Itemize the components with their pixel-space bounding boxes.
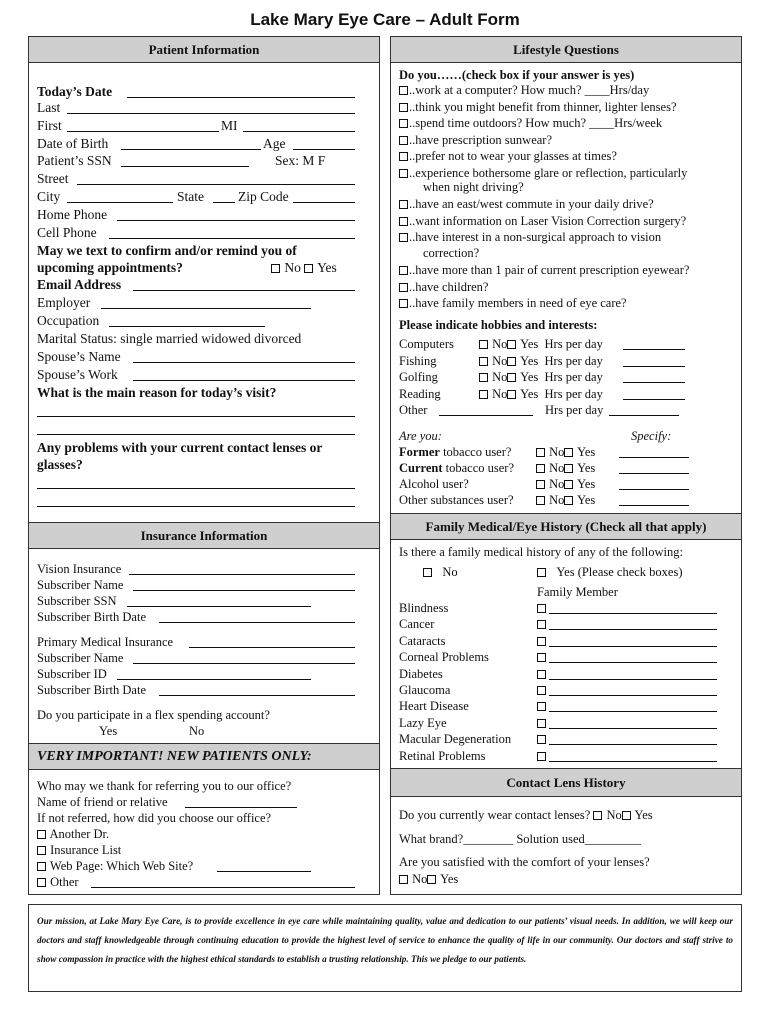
family-yes-option[interactable]: Yes (Please check boxes) <box>537 564 683 580</box>
hobby-options[interactable]: No Yes Hrs per day <box>479 369 603 385</box>
checkbox-icon[interactable] <box>536 496 545 505</box>
substance-options[interactable]: No Yes <box>536 476 595 492</box>
family-history-question: Is there a family medical history of any of the following: <box>399 545 683 559</box>
checkbox-icon[interactable] <box>399 119 408 128</box>
checkbox-icon[interactable] <box>399 86 408 95</box>
checkbox-icon[interactable] <box>399 152 408 161</box>
first-name-field[interactable] <box>67 120 219 132</box>
home-phone-label: Home Phone <box>37 207 108 222</box>
checkbox-icon[interactable] <box>537 568 546 577</box>
new-patients-header: VERY IMPORTANT! NEW PATIENTS ONLY: <box>29 744 379 770</box>
family-member-field[interactable] <box>549 602 717 614</box>
text-consent-question-cont: upcoming appointments? <box>37 260 183 275</box>
mi-label: MI <box>221 118 238 133</box>
condition-checkbox[interactable] <box>537 748 547 764</box>
occupation-field[interactable] <box>109 315 265 327</box>
hobby-other-hrs-field[interactable] <box>609 404 679 416</box>
checkbox-icon[interactable] <box>537 620 546 629</box>
subscriber-ssn-label: Subscriber SSN <box>37 594 117 608</box>
checkbox-icon[interactable] <box>37 862 46 871</box>
condition-checkbox[interactable] <box>537 616 547 632</box>
friend-field[interactable] <box>185 796 297 808</box>
checkbox-icon[interactable] <box>507 357 516 366</box>
other-field[interactable] <box>91 876 355 888</box>
checkbox-icon[interactable] <box>427 875 436 884</box>
are-you-label: Are you: <box>399 429 442 443</box>
visit-reason-question: What is the main reason for today’s visit? <box>37 385 277 400</box>
checkbox-icon[interactable] <box>399 217 408 226</box>
checkbox-icon[interactable] <box>271 264 280 273</box>
lifestyle-item-cont: when night driving? <box>423 180 524 194</box>
lifestyle-item[interactable]: ..prefer not to wear your glasses at times? <box>399 148 617 164</box>
lifestyle-section <box>390 36 742 514</box>
street-field[interactable] <box>77 173 355 185</box>
condition-checkbox[interactable] <box>537 649 547 665</box>
checkbox-icon[interactable] <box>37 878 46 887</box>
vision-insurance-label: Vision Insurance <box>37 562 122 576</box>
last-name-field[interactable] <box>67 102 355 114</box>
checkbox-icon[interactable] <box>622 811 631 820</box>
hobby-label: Golfing <box>399 370 438 384</box>
hobby-hrs-field[interactable] <box>623 388 685 400</box>
checkbox-icon[interactable] <box>537 719 546 728</box>
condition-checkbox[interactable] <box>537 633 547 649</box>
hobby-label: Fishing <box>399 353 437 368</box>
checkbox-icon[interactable] <box>399 299 408 308</box>
family-member-field[interactable] <box>549 750 717 762</box>
condition-checkbox[interactable] <box>537 698 547 714</box>
subscriber-birth-field[interactable] <box>159 684 355 696</box>
todays-date-label: Today’s Date <box>37 84 113 99</box>
checkbox-icon[interactable] <box>399 103 408 112</box>
mi-field[interactable] <box>243 120 355 132</box>
lifestyle-item[interactable]: ..have more than 1 pair of current prescription eyewear? <box>399 262 689 278</box>
subscriber-birth-label: Subscriber Birth Date <box>37 610 147 624</box>
condition-label: Lazy Eye <box>399 715 447 730</box>
flex-no-option[interactable]: No <box>189 724 205 738</box>
lifestyle-item[interactable]: ..have interest in a non-surgical approach to vision <box>399 229 661 245</box>
condition-checkbox[interactable] <box>537 600 547 616</box>
text-consent-question: May we text to confirm and/or remind you of <box>37 243 297 258</box>
spouse-work-field[interactable] <box>133 369 355 381</box>
lifestyle-item[interactable]: ..spend time outdoors? How much? ____Hrs/week <box>399 115 662 131</box>
checkbox-icon[interactable] <box>399 136 408 145</box>
insurance-list-option[interactable]: Insurance List <box>37 842 121 858</box>
hobby-hrs-field[interactable] <box>623 338 685 350</box>
family-member-label: Family Member <box>537 585 618 599</box>
dob-field[interactable] <box>121 138 261 150</box>
ssn-field[interactable] <box>121 155 249 167</box>
lens-problems-field[interactable] <box>37 495 355 507</box>
other-substances-label: Other substances user? <box>399 493 514 507</box>
checkbox-icon[interactable] <box>536 464 545 473</box>
employer-field[interactable] <box>101 297 311 309</box>
lifestyle-item[interactable]: ..experience bothersome glare or reflection, particularly <box>399 165 687 181</box>
lifestyle-item[interactable]: ..have children? <box>399 279 488 295</box>
lifestyle-item[interactable]: ..work at a computer? How much? ____Hrs/day <box>399 82 649 98</box>
checkbox-icon[interactable] <box>399 875 408 884</box>
lifestyle-item[interactable]: ..think you might benefit from thinner, lighter lenses? <box>399 99 677 115</box>
cell-phone-field[interactable] <box>109 227 355 239</box>
lifestyle-item-cont: correction? <box>423 246 480 260</box>
condition-label: Diabetes <box>399 666 443 681</box>
checkbox-icon[interactable] <box>399 200 408 209</box>
condition-checkbox[interactable] <box>537 715 547 731</box>
mission-statement: Our mission, at Lake Mary Eye Care, is to provide excellence in eye care while maintaining quality, value and dedication to our patients’ visual needs. In addition, we will keep our doctors and staff knowledgeable through continuing education to provide the highest level of service to enhance the quality of life in our community. Our doctors and staff strive to show compassion in practice with the highest ethical standards to establish a trusting relationship. This we pledge to our patients. <box>28 904 742 992</box>
choose-office-question: If not referred, how did you choose our office? <box>37 811 272 825</box>
spouse-name-label: Spouse’s Name <box>37 349 121 364</box>
checkbox-icon[interactable] <box>479 340 488 349</box>
checkbox-icon[interactable] <box>564 448 573 457</box>
checkbox-icon[interactable] <box>399 266 408 275</box>
former-tobacco-label: Former tobacco user? <box>399 445 512 459</box>
specify-field[interactable] <box>619 462 689 474</box>
visit-reason-field[interactable] <box>37 405 355 417</box>
checkbox-icon[interactable] <box>536 448 545 457</box>
subscriber-ssn-field[interactable] <box>127 595 311 607</box>
zip-label: Zip Code <box>238 189 289 204</box>
subscriber-id-label: Subscriber ID <box>37 667 107 681</box>
condition-label: Blindness <box>399 601 449 615</box>
condition-label: Corneal Problems <box>399 650 489 665</box>
family-no-option[interactable]: No <box>423 564 458 580</box>
checkbox-icon[interactable] <box>399 169 408 178</box>
patient-info-header: Patient Information <box>29 37 379 63</box>
checkbox-icon[interactable] <box>37 830 46 839</box>
family-member-field[interactable] <box>549 684 717 696</box>
street-label: Street <box>37 171 69 186</box>
checkbox-icon[interactable] <box>399 283 408 292</box>
ssn-label: Patient’s SSN <box>37 153 112 168</box>
checkbox-icon[interactable] <box>564 480 573 489</box>
family-member-field[interactable] <box>549 668 717 680</box>
home-phone-field[interactable] <box>117 209 355 221</box>
hobbies-title: Please indicate hobbies and interests: <box>399 318 598 332</box>
checkbox-icon[interactable] <box>537 735 546 744</box>
contact-lens-header: Contact Lens History <box>391 769 741 797</box>
hobby-hrs-field[interactable] <box>623 355 685 367</box>
state-label: State <box>177 189 204 204</box>
family-history-header: Family Medical/Eye History (Check all that apply) <box>391 514 741 540</box>
checkbox-icon[interactable] <box>537 686 546 695</box>
zip-field[interactable] <box>293 191 355 203</box>
checkbox-icon[interactable] <box>537 752 546 761</box>
condition-checkbox[interactable] <box>537 682 547 698</box>
substance-options[interactable]: No Yes <box>536 460 595 476</box>
wear-contacts-question: Do you currently wear contact lenses? No Yes <box>399 808 653 822</box>
primary-insurance-label: Primary Medical Insurance <box>37 635 174 649</box>
condition-label: Cataracts <box>399 633 446 648</box>
hobby-hrs-field[interactable] <box>623 371 685 383</box>
checkbox-icon[interactable] <box>564 496 573 505</box>
checkbox-icon[interactable] <box>536 480 545 489</box>
patient-info-section <box>28 36 380 523</box>
last-label: Last <box>37 100 61 115</box>
condition-label: Retinal Problems <box>399 748 486 763</box>
referral-question: Who may we thank for referring you to our office? <box>37 779 292 793</box>
specify-label: Specify: <box>631 429 672 443</box>
sex-options[interactable]: Sex: M F <box>275 153 326 168</box>
lifestyle-intro: Do you……(check box if your answer is yes) <box>399 68 635 82</box>
checkbox-icon[interactable] <box>479 357 488 366</box>
visit-reason-field[interactable] <box>37 423 355 435</box>
other-option[interactable]: Other <box>37 874 79 890</box>
family-history-section <box>390 513 742 769</box>
primary-insurance-field[interactable] <box>189 636 355 648</box>
family-member-field[interactable] <box>549 618 717 630</box>
specify-field[interactable] <box>619 494 689 506</box>
subscriber-id-field[interactable] <box>117 668 311 680</box>
satisfied-options[interactable]: No Yes <box>399 871 458 887</box>
flex-spending-question: Do you participate in a flex spending account? <box>37 708 270 722</box>
condition-label: Heart Disease <box>399 699 469 714</box>
lifestyle-header: Lifestyle Questions <box>391 37 741 63</box>
subscriber-name-field[interactable] <box>133 652 355 664</box>
lens-problems-field[interactable] <box>37 477 355 489</box>
spouse-name-field[interactable] <box>133 351 355 363</box>
cell-phone-label: Cell Phone <box>37 225 97 240</box>
lifestyle-item[interactable]: ..have family members in need of eye care? <box>399 295 627 311</box>
age-label: Age <box>263 136 286 151</box>
condition-label: Glaucoma <box>399 683 451 697</box>
hobby-other-hrs: Hrs per day <box>545 403 604 417</box>
checkbox-icon[interactable] <box>564 464 573 473</box>
text-consent-options[interactable]: No Yes <box>271 260 337 276</box>
insurance-section <box>28 522 380 744</box>
checkbox-icon[interactable] <box>507 390 516 399</box>
condition-checkbox[interactable] <box>537 731 547 747</box>
lifestyle-item[interactable]: ..want information on Laser Vision Correction surgery? <box>399 213 686 229</box>
current-tobacco-label: Current tobacco user? <box>399 461 515 475</box>
checkbox-icon[interactable] <box>423 568 432 577</box>
subscriber-name-field[interactable] <box>133 579 355 591</box>
flex-yes-option[interactable]: Yes <box>99 724 118 738</box>
family-member-field[interactable] <box>549 700 717 712</box>
checkbox-icon[interactable] <box>399 233 408 242</box>
form-title: Lake Mary Eye Care – Adult Form <box>250 10 520 29</box>
condition-checkbox[interactable] <box>537 666 547 682</box>
email-field[interactable] <box>133 279 355 291</box>
city-field[interactable] <box>67 191 173 203</box>
email-label: Email Address <box>37 277 122 292</box>
brand-solution-field[interactable]: What brand?________ Solution used_________ <box>399 832 641 846</box>
insurance-header: Insurance Information <box>29 523 379 549</box>
subscriber-birth-field[interactable] <box>159 611 355 623</box>
marital-status[interactable]: Marital Status: single married widowed divorced <box>37 331 302 346</box>
checkbox-icon[interactable] <box>537 653 546 662</box>
subscriber-birth-label: Subscriber Birth Date <box>37 683 147 697</box>
another-dr-option[interactable]: Another Dr. <box>37 826 109 842</box>
substance-options[interactable]: No Yes <box>536 492 595 508</box>
city-label: City <box>37 189 61 204</box>
condition-label: Cancer <box>399 617 435 632</box>
checkbox-icon[interactable] <box>537 604 546 613</box>
lifestyle-item[interactable]: ..have an east/west commute in your daily drive? <box>399 196 654 212</box>
family-member-field[interactable] <box>549 651 717 663</box>
first-label: First <box>37 118 62 133</box>
alcohol-label: Alcohol user? <box>399 477 469 491</box>
checkbox-icon[interactable] <box>537 637 546 646</box>
family-member-field[interactable] <box>549 733 717 745</box>
hobby-options[interactable]: No Yes Hrs per day <box>479 353 603 369</box>
satisfied-question: Are you satisfied with the comfort of your lenses? <box>399 855 650 869</box>
web-page-option[interactable]: Web Page: Which Web Site? <box>37 858 193 874</box>
substance-options[interactable]: No Yes <box>536 444 595 460</box>
checkbox-icon[interactable] <box>507 373 516 382</box>
checkbox-icon[interactable] <box>537 670 546 679</box>
specify-field[interactable] <box>619 446 689 458</box>
dob-label: Date of Birth <box>37 136 109 151</box>
lifestyle-item[interactable]: ..have prescription sunwear? <box>399 132 552 148</box>
vision-insurance-field[interactable] <box>129 563 355 575</box>
hobby-options[interactable]: No Yes Hrs per day <box>479 336 603 352</box>
todays-date-field[interactable] <box>127 86 355 98</box>
hobby-other-label: Other <box>399 403 428 417</box>
checkbox-icon[interactable] <box>507 340 516 349</box>
condition-label: Macular Degeneration <box>399 732 512 747</box>
employer-label: Employer <box>37 295 91 310</box>
hobby-other-field[interactable] <box>439 404 533 416</box>
lens-problems-question: Any problems with your current contact lenses or glasses? <box>37 440 323 472</box>
new-patients-section <box>28 743 380 895</box>
hobby-label: Computers <box>399 337 454 351</box>
checkbox-icon[interactable] <box>479 373 488 382</box>
web-site-field[interactable] <box>217 860 311 872</box>
family-member-field[interactable] <box>549 717 717 729</box>
hobby-label: Reading <box>399 386 441 401</box>
checkbox-icon[interactable] <box>479 390 488 399</box>
spouse-work-label: Spouse’s Work <box>37 367 118 382</box>
friend-label: Name of friend or relative <box>37 795 168 809</box>
checkbox-icon[interactable] <box>537 702 546 711</box>
contact-lens-section <box>390 768 742 895</box>
specify-field[interactable] <box>619 478 689 490</box>
checkbox-icon[interactable] <box>304 264 313 273</box>
family-member-field[interactable] <box>549 635 717 647</box>
hobby-options[interactable]: No Yes Hrs per day <box>479 386 603 402</box>
subscriber-name-label: Subscriber Name <box>37 651 124 665</box>
checkbox-icon[interactable] <box>593 811 602 820</box>
occupation-label: Occupation <box>37 313 100 328</box>
checkbox-icon[interactable] <box>37 846 46 855</box>
state-field[interactable] <box>213 191 235 203</box>
subscriber-name-label: Subscriber Name <box>37 578 124 592</box>
age-field[interactable] <box>293 138 355 150</box>
